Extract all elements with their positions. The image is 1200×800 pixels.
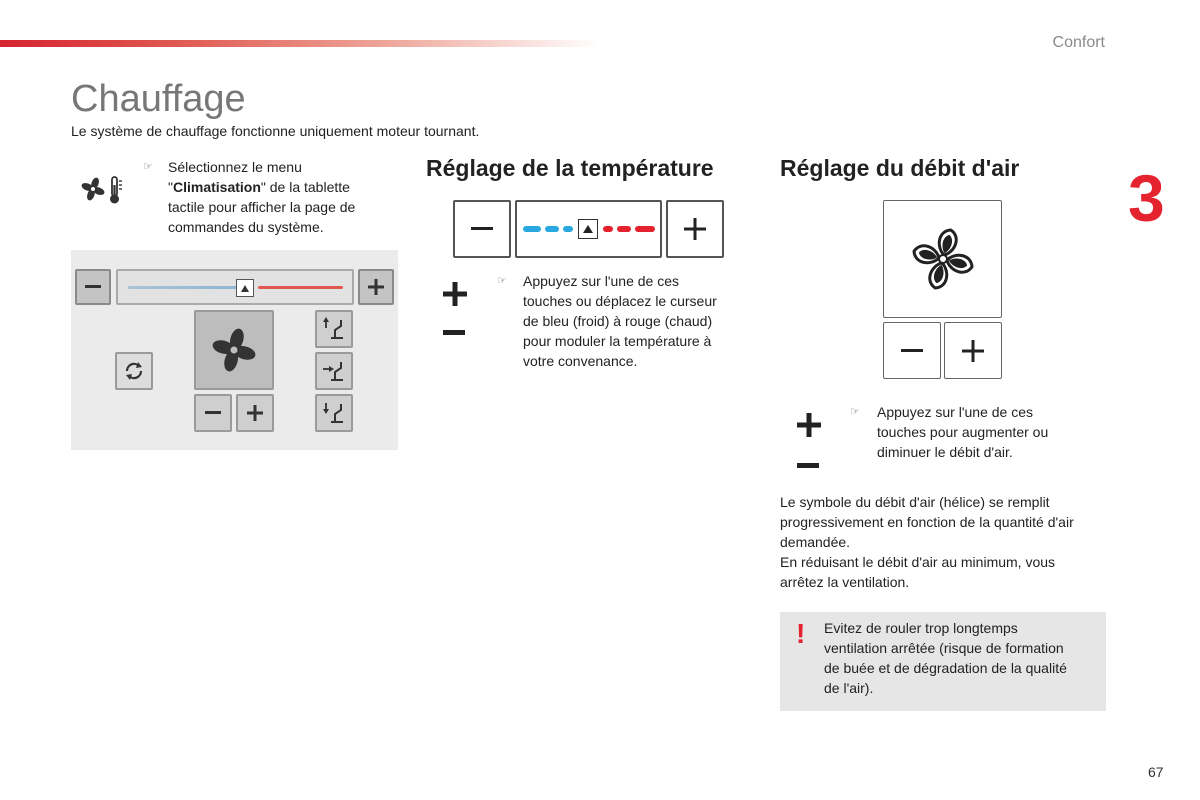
airflow-instruction: ☞ Appuyez sur l'une de ces touches pour augmenter ou diminuer le débit d'air. — [850, 404, 1049, 460]
plus-icon — [368, 279, 384, 295]
header-color-bar — [0, 40, 600, 47]
thermometer-icon — [110, 177, 122, 204]
page-number: 67 — [1148, 764, 1164, 780]
airflow-heading: Réglage du débit d'air — [780, 155, 1020, 181]
recirculation-icon — [123, 360, 145, 382]
cold-segment — [545, 226, 559, 232]
plus-icon — [962, 340, 984, 362]
slider-cold-range — [128, 286, 238, 289]
temperature-slider-handle[interactable] — [578, 219, 598, 239]
recirculation-button[interactable] — [115, 352, 153, 390]
triangle-up-icon — [583, 225, 593, 233]
warning-icon: ! — [796, 618, 806, 649]
plus-icon — [684, 218, 706, 240]
airflow-minus-button[interactable] — [883, 322, 941, 379]
temperature-minus-button[interactable] — [453, 200, 511, 258]
panel-fan-minus-button[interactable] — [194, 394, 232, 432]
hot-segment — [603, 226, 613, 232]
temperature-heading: Réglage de la température — [426, 155, 714, 181]
triangle-up-icon — [241, 285, 249, 292]
fan-icon — [907, 223, 979, 295]
hot-segment — [635, 226, 655, 232]
climatisation-label: Climatisation — [172, 179, 261, 195]
air-distribution-middle-button[interactable] — [315, 352, 353, 390]
panel-fan-display — [194, 310, 274, 390]
airflow-plus-button[interactable] — [944, 322, 1002, 379]
panel-temp-minus-button[interactable] — [75, 269, 111, 305]
fan-icon — [81, 177, 106, 202]
climatisation-menu-icon — [80, 175, 128, 205]
pointing-hand-icon: ☞ — [850, 406, 860, 418]
chapter-number: 3 — [1128, 161, 1165, 235]
intro-text: Le système de chauffage fonctionne uniquement moteur tournant. — [71, 123, 480, 139]
page-title: Chauffage — [71, 78, 246, 120]
panel-temp-plus-button[interactable] — [358, 269, 394, 305]
temperature-plus-button[interactable] — [666, 200, 724, 258]
minus-icon — [471, 227, 493, 231]
plus-minus-icon — [797, 413, 821, 473]
air-distribution-lower-button[interactable] — [315, 394, 353, 432]
temperature-slider[interactable] — [515, 200, 662, 258]
seat-airflow-down-icon — [321, 400, 347, 426]
plus-minus-icon — [443, 282, 467, 342]
pointing-hand-icon: ☞ — [143, 161, 153, 173]
temperature-instruction: ☞ Appuyez sur l'une de ces touches ou déplacez le curseur de bleu (froid) à rouge (chaud) pour moduler la température à votre convenance. — [497, 273, 717, 369]
airflow-note: Le symbole du débit d'air (hélice) se remplit progressivement en fonction de la quantité d'air demandée. En réduisant le débit d'air au minimum, vous arrêtez la ventilation. — [780, 494, 1074, 590]
seat-airflow-up-icon — [321, 316, 347, 342]
panel-fan-plus-button[interactable] — [236, 394, 274, 432]
seat-airflow-center-icon — [321, 358, 347, 384]
minus-icon — [85, 285, 101, 289]
menu-instruction: ☞ Sélectionnez le menu "Climatisation" de la tablette tactile pour afficher la page de commandes du système. — [143, 157, 393, 241]
airflow-display — [883, 200, 1002, 318]
hot-segment — [617, 226, 631, 232]
warning-text: Evitez de rouler trop longtemps ventilation arrêtée (risque de formation de buée et de dégradation de la qualité de l'air). — [824, 620, 1067, 696]
air-distribution-upper-button[interactable] — [315, 310, 353, 348]
cold-segment — [523, 226, 541, 232]
climate-control-panel — [71, 250, 398, 450]
section-label: Confort — [1052, 34, 1105, 51]
panel-temp-slider[interactable] — [116, 269, 354, 305]
slider-handle[interactable] — [236, 279, 254, 297]
menu-instruction-line1: Sélectionnez le menu — [168, 159, 302, 175]
minus-icon — [205, 411, 221, 415]
fan-icon — [209, 325, 259, 375]
cold-segment — [563, 226, 573, 232]
pointing-hand-icon: ☞ — [497, 275, 507, 287]
slider-hot-range — [258, 286, 343, 289]
plus-icon — [247, 405, 263, 421]
minus-icon — [901, 349, 923, 353]
